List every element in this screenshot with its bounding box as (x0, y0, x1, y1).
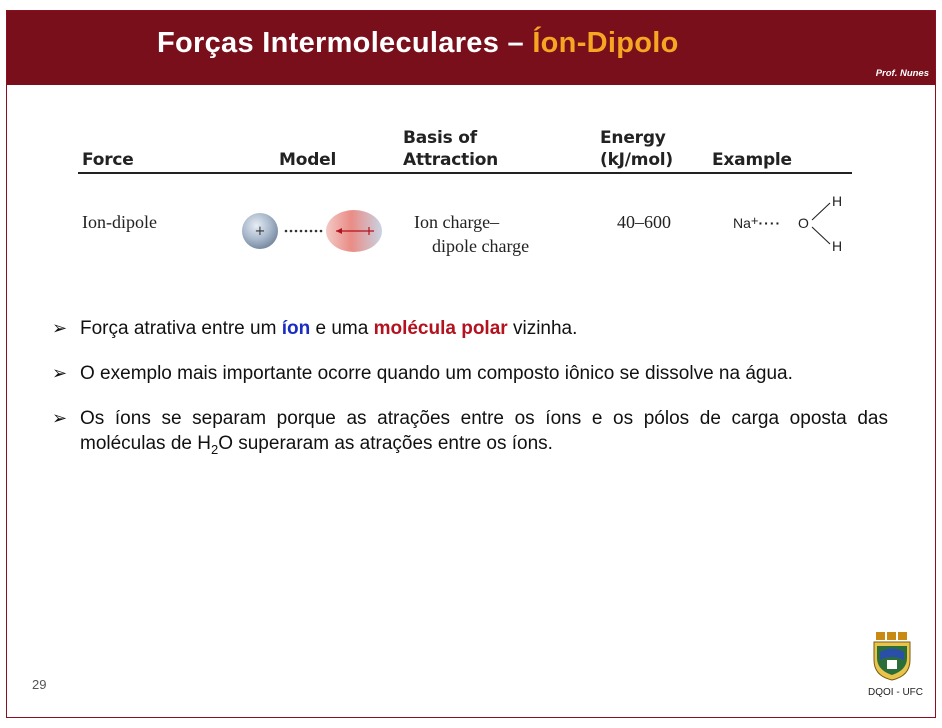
author-label: Prof. Nunes (875, 68, 929, 79)
header-force: Force (82, 150, 134, 170)
bullet-item-2: ➢ O exemplo mais importante ocorre quando um composto iônico se dissolve na água. (52, 363, 793, 384)
header-basis-line1: Basis of (403, 128, 477, 148)
bullet-list (50, 316, 888, 476)
page-number: 29 (32, 677, 47, 692)
header-basis-line2: Attraction (403, 150, 499, 170)
row-force: Ion-dipole (82, 212, 157, 232)
header-energy-line2: (kJ/mol) (600, 150, 673, 170)
bullet-arrow-icon: ➢ (52, 408, 68, 428)
title-main: Forças Intermoleculares – (157, 27, 533, 59)
oh-bonds (809, 198, 835, 248)
title-highlight: Íon-Dipolo (532, 27, 679, 59)
row-basis-line2: dipole charge (432, 236, 530, 256)
example-h-top: H (832, 193, 843, 209)
bullet-arrow-icon: ➢ (52, 363, 68, 383)
ion-dipole-model (236, 204, 396, 254)
header-example: Example (712, 150, 792, 170)
header-energy-line1: Energy (600, 128, 666, 148)
row-basis-line1: Ion charge– (414, 212, 500, 232)
cation-plus: + (254, 224, 266, 239)
example-oxygen: O (798, 215, 809, 231)
example-na: Na+···· (733, 213, 782, 231)
bullet-item-1: ➢ Força atrativa entre um íon e uma molécula polar vizinha. (52, 318, 578, 339)
force-table (70, 116, 860, 266)
example-h-bottom: H (832, 238, 843, 254)
row-energy: 40–600 (617, 212, 671, 232)
header-bar (7, 11, 935, 85)
table-rule (78, 172, 852, 174)
university-crest-icon (870, 630, 914, 682)
bullet-arrow-icon: ➢ (52, 318, 68, 338)
department-label: DQOI - UFC (868, 687, 923, 698)
ion-term: íon (281, 318, 311, 339)
bullet-item-3: ➢ Os íons se separam porque as atrações entre os íons e os pólos de carga oposta das moléculas de $H_2O$ superaram as atrações entre os íons. (52, 408, 888, 457)
slide-title (157, 27, 679, 60)
attraction-dots (285, 230, 323, 233)
header-model: Model (279, 150, 337, 170)
polar-molecule-term: molécula polar (373, 318, 508, 339)
